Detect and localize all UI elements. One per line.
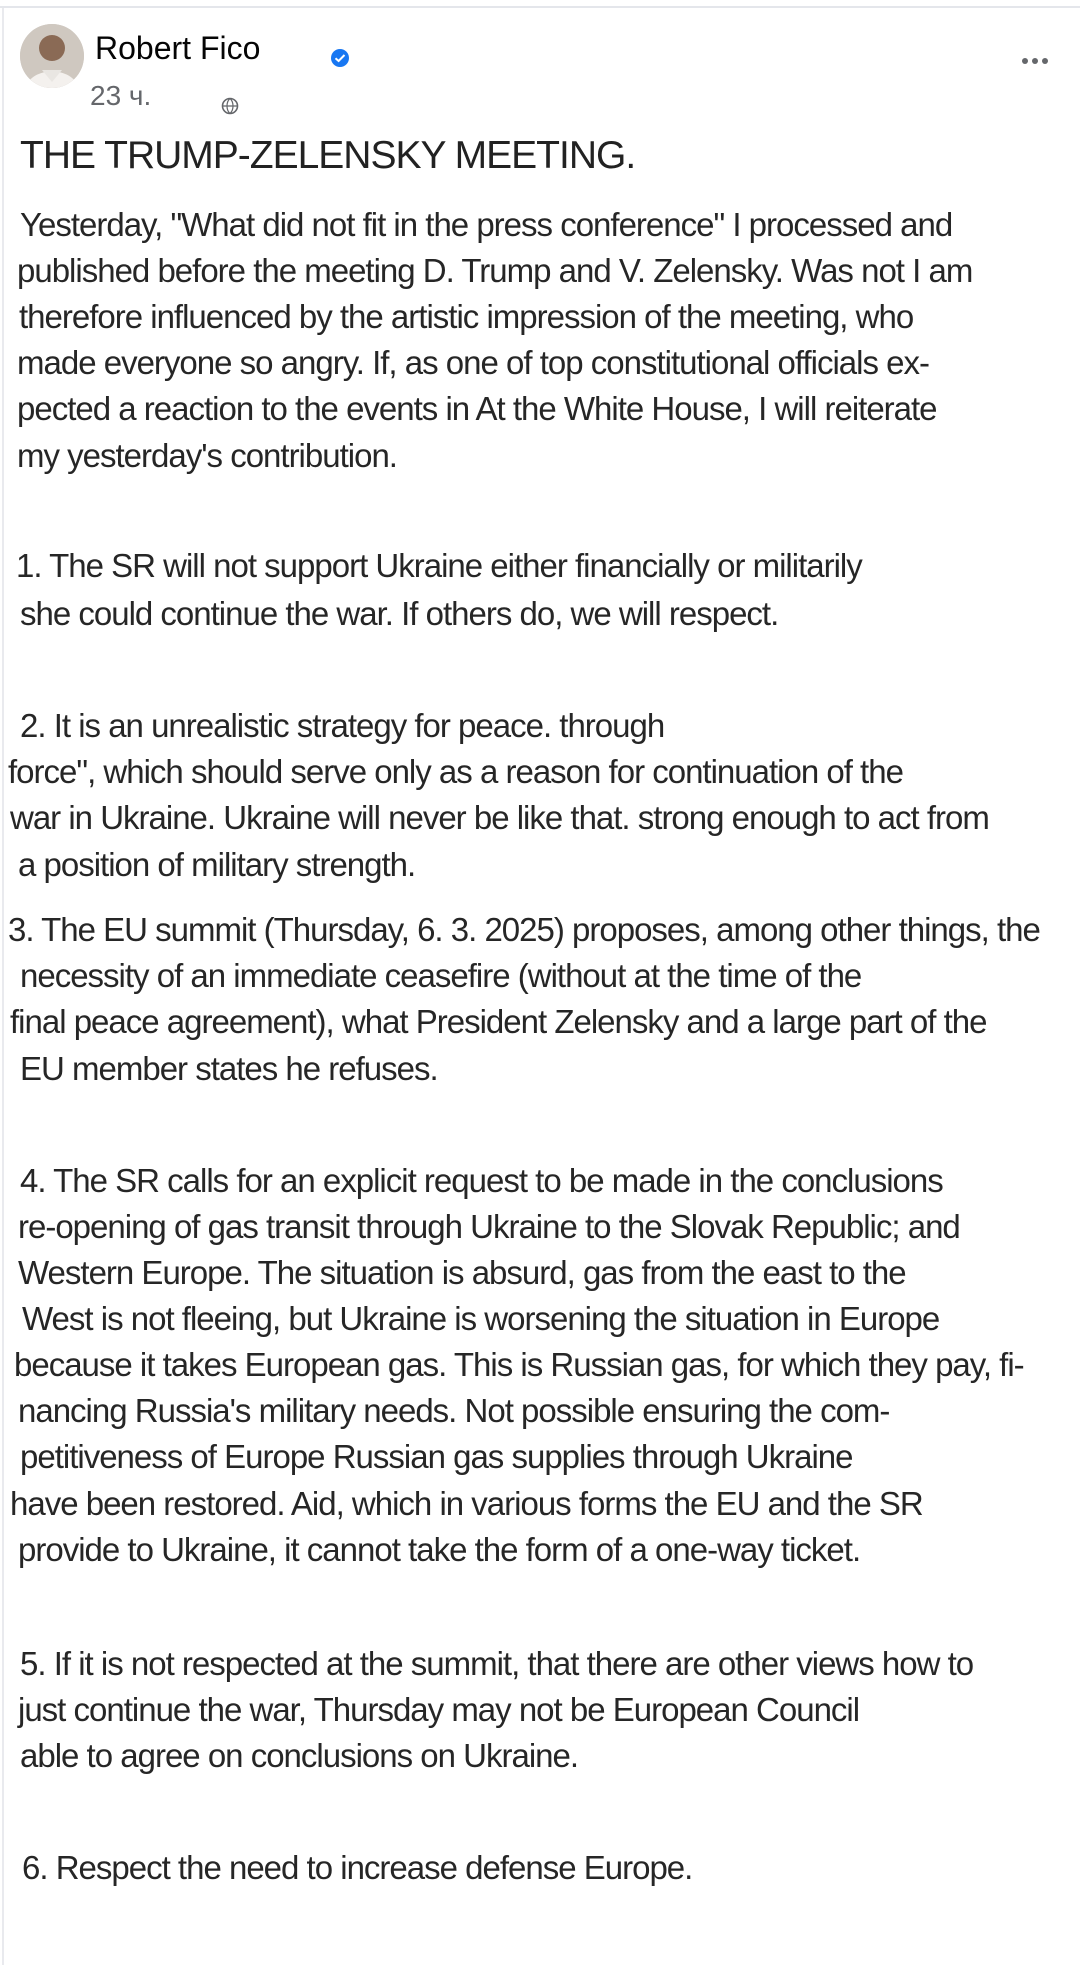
post-text-line: my yesterday's contribution. xyxy=(17,437,397,474)
post-text-line: therefore influenced by the artistic impression of the meeting, who xyxy=(19,298,914,335)
post-text-line: have been restored. Aid, which in various forms the EU and the SR xyxy=(10,1485,923,1522)
post-text-line: petitiveness of Europe Russian gas supplies through Ukraine xyxy=(20,1438,853,1475)
verified-badge-icon xyxy=(330,39,350,59)
post-title: THE TRUMP-ZELENSKY MEETING. xyxy=(20,134,636,177)
post-text-line: able to agree on conclusions on Ukraine. xyxy=(20,1737,579,1774)
post-text-line: published before the meeting D. Trump and V. Zelensky. Was not I am xyxy=(17,252,973,289)
post-text-line: war in Ukraine. Ukraine will never be like that. strong enough to act from xyxy=(10,799,989,836)
post-text-line: a position of military strength. xyxy=(18,846,416,883)
post-text-line: EU member states he refuses. xyxy=(20,1050,438,1087)
post-meta xyxy=(90,80,239,112)
post-text-line: pected a reaction to the events in At the White House, I will reiterate xyxy=(17,390,937,427)
post-text-line: Western Europe. The situation is absurd, gas from the east to the xyxy=(18,1254,906,1291)
post-text-line: made everyone so angry. If, as one of top constitutional officials ex- xyxy=(17,344,929,381)
post-top-border xyxy=(0,6,1080,8)
post-text-line: 3. The EU summit (Thursday, 6. 3. 2025) proposes, among other things, the xyxy=(8,911,1040,948)
post-text-line: 5. If it is not respected at the summit, that there are other views how to xyxy=(20,1645,974,1682)
post-text-line: 6. Respect the need to increase defense Europe. xyxy=(22,1849,693,1886)
author-name[interactable]: Robert Fico xyxy=(95,30,261,66)
post-left-border xyxy=(2,8,4,1965)
post-text-line: necessity of an immediate ceasefire (without at the time of the xyxy=(20,957,862,994)
post-time[interactable]: 23 ч. xyxy=(90,80,152,111)
post-text-line: West is not fleeing, but Ukraine is worsening the situation in Europe xyxy=(22,1300,940,1337)
post-text-line: Yesterday, "What did not fit in the press conference" I processed and xyxy=(20,206,953,243)
post-text-line: just continue the war, Thursday may not be European Council xyxy=(18,1691,860,1728)
more-options-icon[interactable] xyxy=(1022,58,1048,64)
globe-icon xyxy=(221,90,239,108)
post-text-line: she could continue the war. If others do, we will respect. xyxy=(20,595,779,632)
post-text-line: nancing Russia's military needs. Not possible ensuring the com- xyxy=(18,1392,890,1429)
post-text-line: force", which should serve only as a reason for continuation of the xyxy=(8,753,903,790)
post-text-line: 2. It is an unrealistic strategy for peace. through xyxy=(20,707,665,744)
post-text-line: 1. The SR will not support Ukraine either financially or militarily xyxy=(16,547,862,584)
post-text-line: provide to Ukraine, it cannot take the form of a one-way ticket. xyxy=(18,1531,861,1568)
post-text-line: because it takes European gas. This is Russian gas, for which they pay, fi- xyxy=(14,1346,1024,1383)
author-avatar[interactable] xyxy=(20,24,84,88)
author-row xyxy=(95,30,350,67)
post-text-line: 4. The SR calls for an explicit request to be made in the conclusions xyxy=(20,1162,943,1199)
post-text-line: final peace agreement), what President Zelensky and a large part of the xyxy=(10,1003,987,1040)
post-text-line: re-opening of gas transit through Ukraine to the Slovak Republic; and xyxy=(18,1208,960,1245)
